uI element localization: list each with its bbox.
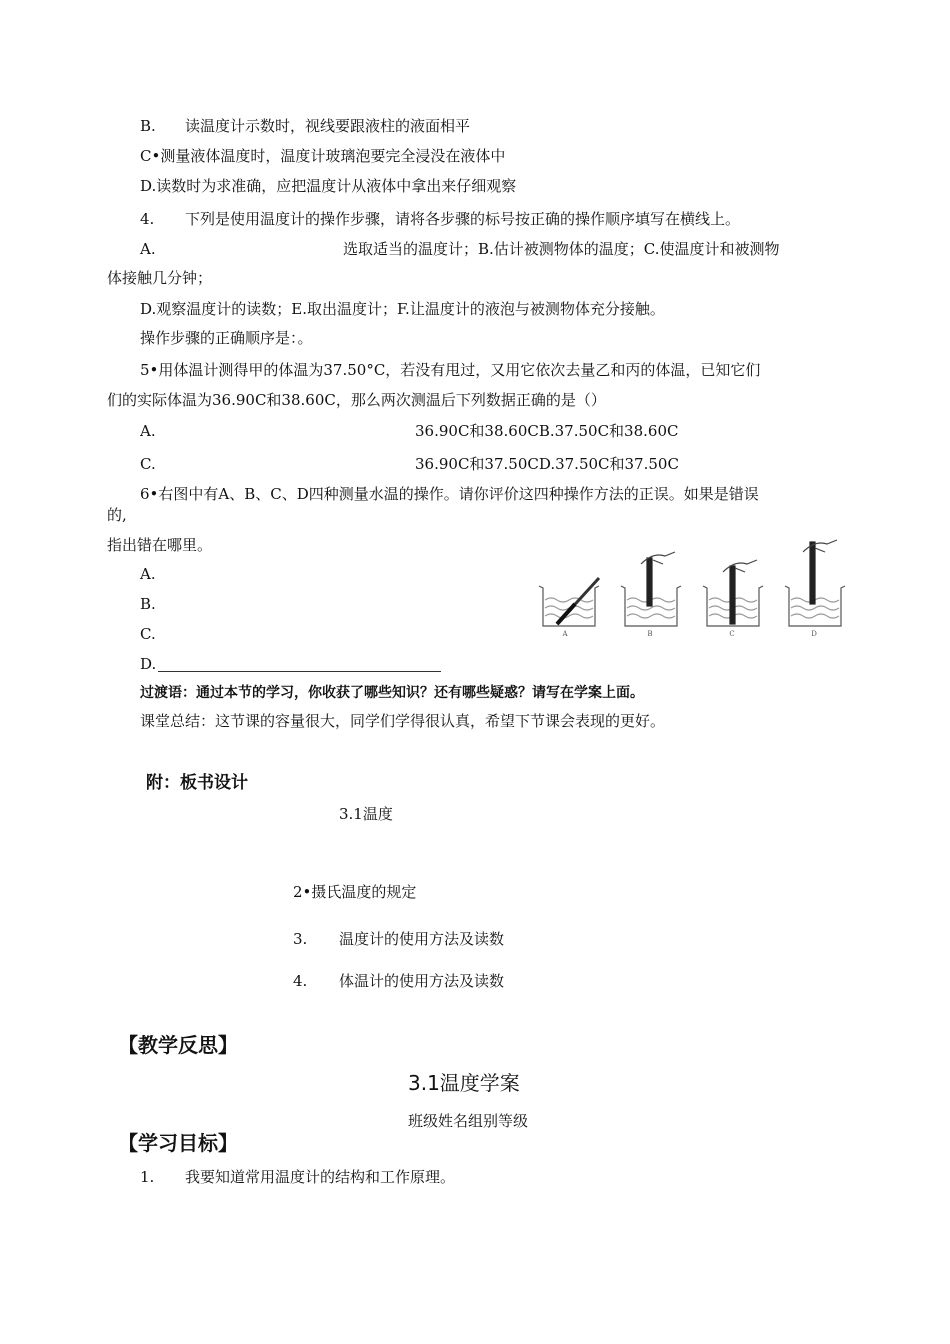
q6-answer-d: D. <box>140 655 157 673</box>
reflection-heading: 【教学反思】 <box>118 1033 238 1057</box>
beaker-a <box>539 578 599 626</box>
q4-steps-line3: D.观察温度计的读数；E.取出温度计；F.让温度计的液泡与被测物体充分接触。 <box>140 300 665 318</box>
transition-text: 过渡语：通过本节的学习，你收获了哪些知识？还有哪些疑惑？请写在学案上面。 <box>140 685 644 701</box>
board-item-4-number: 4. <box>293 972 308 990</box>
board-item-2: 2•摄氏温度的规定 <box>293 883 417 901</box>
goal-1-text: 我要知道常用温度计的结构和工作原理。 <box>185 1168 456 1186</box>
study-plan-title: 3.1温度学案 <box>408 1071 520 1095</box>
question-6-text-cont2: 指出错在哪里。 <box>107 536 213 554</box>
q4-step-label: A. <box>140 240 156 258</box>
question-6-text: 6•右图中有A、B、C、D四种测量水温的操作。请你评价这四种操作方法的正误。如果是错误 <box>140 485 759 503</box>
beaker-b <box>621 552 681 626</box>
board-design-heading: 附：板书设计 <box>146 773 248 793</box>
board-item-3-number: 3. <box>293 930 308 948</box>
learning-goals-heading: 【学习目标】 <box>118 1131 238 1155</box>
option-c-text: C•测量液体温度时，温度计玻璃泡要完全浸没在液体中 <box>140 147 506 165</box>
q4-steps-line2: 体接触几分钟； <box>107 269 213 287</box>
q6-answer-d-blank <box>158 671 441 672</box>
question-5-text-cont: 们的实际体温为36.90C和38.60C，那么两次测温后下列数据正确的是（） <box>107 391 606 409</box>
figure-label-c: C <box>729 630 735 638</box>
question-5-text: 5•用体温计测得甲的体温为37.50°C，若没有甩过，又用它依次去量乙和丙的体温，已知它们 <box>140 361 761 379</box>
q6-answer-b: B. <box>140 595 156 613</box>
q5-option-c-label: C. <box>140 455 156 473</box>
question-4-text: 下列是使用温度计的操作步骤，请将各步骤的标号按正确的操作顺序填写在横线上。 <box>185 210 741 228</box>
q6-answer-c: C. <box>140 625 156 643</box>
student-info-line: 班级姓名组别等级 <box>408 1112 529 1130</box>
beaker-d <box>785 540 845 626</box>
board-item-4: 体温计的使用方法及读数 <box>339 972 505 990</box>
q4-steps-line1: 选取适当的温度计；B.估计被测物体的温度；C.使温度计和被测物 <box>343 240 780 258</box>
figure-label-d: D <box>811 630 817 638</box>
class-summary: 课堂总结：这节课的容量很大，同学们学得很认真，希望下节课会表现的更好。 <box>140 712 666 730</box>
board-item-3: 温度计的使用方法及读数 <box>339 930 505 948</box>
question-4-number: 4. <box>140 210 155 228</box>
option-b-label: B. <box>140 117 156 135</box>
beaker-c <box>703 560 763 626</box>
figure-label-a: A <box>562 630 568 638</box>
question-6-text-cont: 的, <box>107 506 127 524</box>
figure-label-b: B <box>647 630 653 638</box>
q4-answer-prompt: 操作步骤的正确顺序是：。 <box>140 329 313 347</box>
option-d-text: D.读数时为求准确，应把温度计从液体中拿出来仔细观察 <box>140 177 517 195</box>
q5-option-a-label: A. <box>140 422 156 440</box>
board-title: 3.1温度 <box>339 805 393 823</box>
thermometer-beaker-figure <box>535 538 845 638</box>
q5-option-cd-text: 36.90C和37.50CD.37.50C和37.50C <box>415 455 679 473</box>
option-b-text: 读温度计示数时，视线要跟液柱的液面相平 <box>185 117 471 135</box>
q5-option-ab-text: 36.90C和38.60CB.37.50C和38.60C <box>415 422 679 440</box>
goal-1-number: 1. <box>140 1168 155 1186</box>
q6-answer-a: A. <box>140 565 156 583</box>
